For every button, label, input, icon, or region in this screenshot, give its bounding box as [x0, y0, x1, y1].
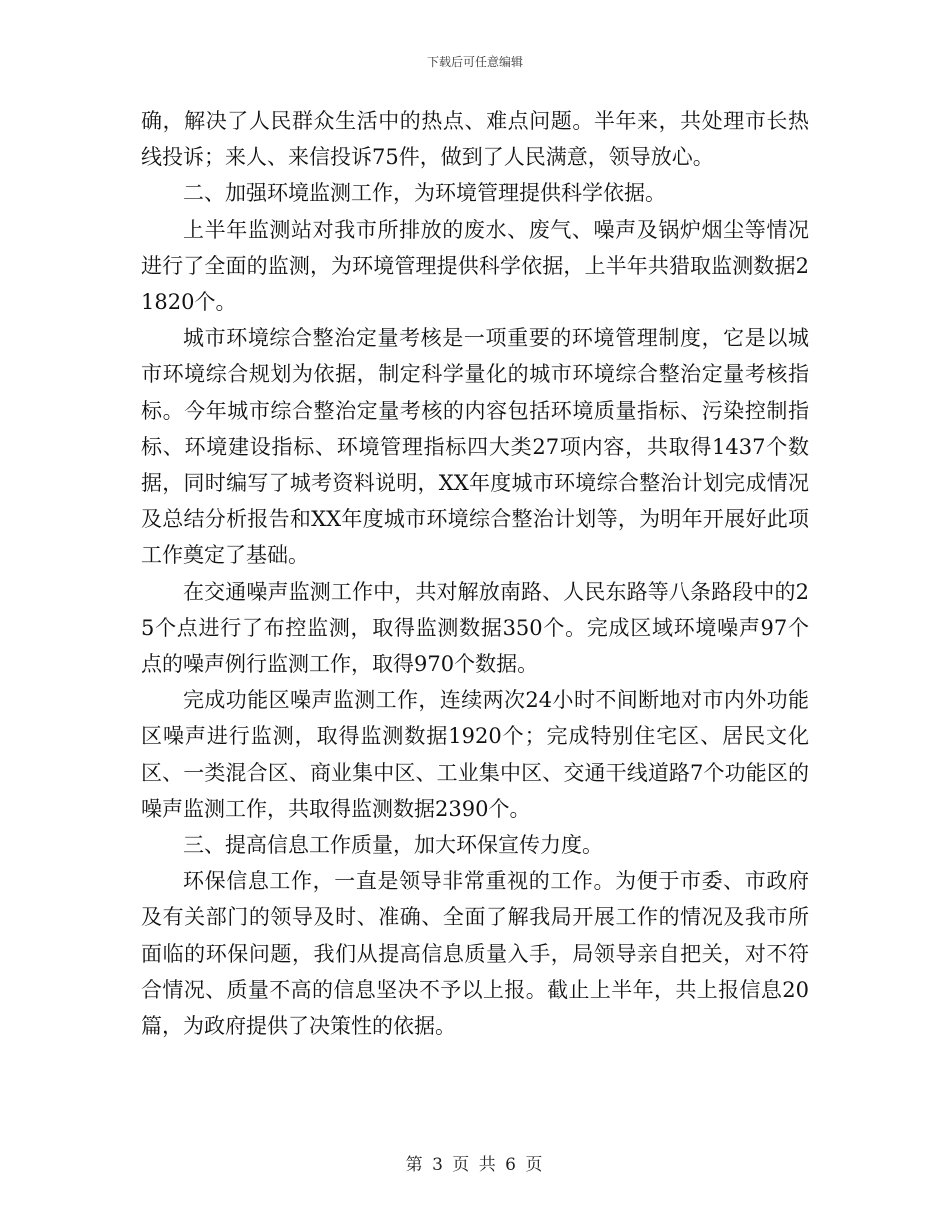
paragraph: 完成功能区噪声监测工作，连续两次24小时不间断地对市内外功能区噪声进行监测，取得监测数据1920个；完成特别住宅区、居民文化区、一类混合区、商业集中区、工业集中区、交通干线道路7个功能区的噪声监测工作，共取得监测数据2390个。: [141, 688, 809, 821]
document-body: [141, 103, 809, 1044]
section-heading: 二、加强环境监测工作，为环境管理提供科学依据。: [183, 181, 666, 206]
page-header: 下载后可任意编辑: [426, 55, 523, 69]
paragraph: 上半年监测站对我市所排放的废水、废气、噪声及锅炉烟尘等情况进行了全面的监测，为环境管理提供科学依据，上半年共猎取监测数据21820个。: [141, 217, 809, 315]
paragraph: 环保信息工作，一直是领导非常重视的工作。为便于市委、市政府及有关部门的领导及时、准确、全面了解我局开展工作的情况及我市所面临的环保问题，我们从提高信息质量入手，局领导亲自把关，对不符合情况、质量不高的信息坚决不予以上报。截止上半年，共上报信息20篇，为政府提供了决策性的依据。: [141, 869, 809, 1039]
paragraph: 在交通噪声监测工作中，共对解放南路、人民东路等八条路段中的25个点进行了布控监测，取得监测数据350个。完成区域环境噪声97个点的噪声例行监测工作，取得970个数据。: [141, 579, 809, 677]
paragraph: 确，解决了人民群众生活中的热点、难点问题。半年来，共处理市长热线投诉；来人、来信投诉75件，做到了人民满意，领导放心。: [141, 109, 809, 170]
paragraph: 城市环境综合整治定量考核是一项重要的环境管理制度，它是以城市环境综合规划为依据，制定科学量化的城市环境综合整治定量考核指标。今年城市综合整治定量考核的内容包括环境质量指标、污染控制指标、环境建设指标、环境管理指标四大类27项内容，共取得1437个数据，同时编写了城考资料说明，XX年度城市环境综合整治计划完成情况及总结分析报告和XX年度城市环境综合整治计划等，为明年开展好此项工作奠定了基础。: [141, 326, 809, 568]
section-heading: 三、提高信息工作质量，加大环保宣传力度。: [183, 833, 603, 858]
page-number: 第 3 页 共 6 页: [405, 1155, 545, 1175]
